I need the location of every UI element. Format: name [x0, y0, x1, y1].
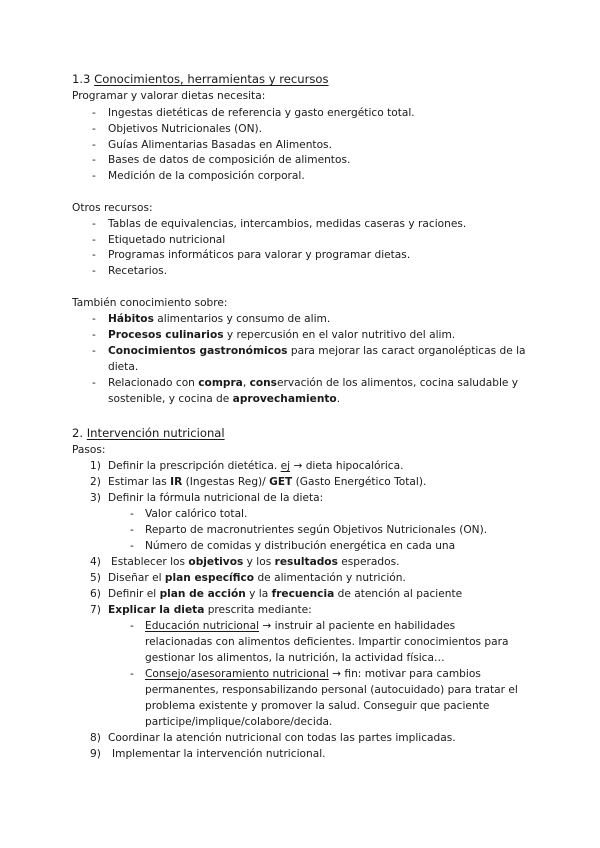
bullet-dash: - [92, 218, 96, 230]
section-2-heading [72, 426, 225, 442]
list-item: Objetivos Nutricionales (ON). [108, 123, 263, 135]
education-line: Educación nutricional → instruir al paciente en habilidades [145, 620, 456, 632]
bullet-dash: - [92, 329, 96, 341]
section-1-title: Conocimientos, herramientas y recursos [94, 72, 329, 86]
step-number: 2) [90, 476, 101, 488]
section-1-number: 1.3 [72, 72, 91, 86]
step-6: Definir el plan de acción y la frecuencia de atención al paciente [108, 588, 463, 600]
list-item: Ingestas dietéticas de referencia y gasto energético total. [108, 107, 415, 119]
list-item: Recetarios. [108, 265, 168, 277]
counseling-line: permanentes, responsabilizando personal (autocuidado) para tratar el [145, 684, 518, 696]
list-item: Programas informáticos para valorar y programar dietas. [108, 249, 411, 261]
list-item: Medición de la composición corporal. [108, 170, 305, 182]
list-item: Bases de datos de composición de alimentos. [108, 154, 351, 166]
bullet-dash: - [92, 249, 96, 261]
step-8: Coordinar la atención nutricional con todas las partes implicadas. [108, 732, 456, 744]
step-1: Definir la prescripción dietética. ej → dieta hipocalórica. [108, 460, 404, 472]
bullet-dash: - [92, 123, 96, 135]
step-number: 9) [90, 748, 101, 760]
step-number: 1) [90, 460, 101, 472]
list-item: Relacionado con compra, conservación de los alimentos, cocina saludable y [108, 377, 519, 389]
knowledge-intro: También conocimiento sobre: [72, 297, 228, 309]
sub-item: Valor calórico total. [145, 508, 248, 520]
sub-item: Número de comidas y distribución energética en cada una [145, 540, 456, 552]
education-line: relacionadas con alimentos deficientes. Impartir conocimientos para [145, 636, 509, 648]
step-5: Diseñar el plan específico de alimentación y nutrición. [108, 572, 406, 584]
section-2-title: Intervención nutricional [86, 426, 225, 440]
step-number: 5) [90, 572, 101, 584]
step-7: Explicar la dieta prescrita mediante: [108, 604, 312, 616]
list-item: Etiquetado nutricional [108, 234, 226, 246]
counseling-line: Consejo/asesoramiento nutricional → fin: motivar para cambios [145, 668, 481, 680]
step-4: Establecer los objetivos y los resultados esperados. [111, 556, 400, 568]
step-number: 4) [90, 556, 101, 568]
steps-label: Pasos: [72, 444, 106, 456]
bullet-dash: - [130, 620, 134, 632]
bullet-dash: - [130, 668, 134, 680]
section-2-number: 2. [72, 426, 84, 440]
list-item-continuation: dieta. [108, 361, 139, 373]
step-3: Definir la fórmula nutricional de la dieta: [108, 492, 324, 504]
bullet-dash: - [92, 377, 96, 389]
step-number: 8) [90, 732, 101, 744]
bullet-dash: - [92, 345, 96, 357]
bullet-dash: - [130, 508, 134, 520]
step-number: 3) [90, 492, 101, 504]
bullet-dash: - [92, 265, 96, 277]
section-1-heading [72, 72, 329, 88]
step-9: Implementar la intervención nutricional. [112, 748, 326, 760]
bullet-dash: - [130, 540, 134, 552]
list-item: Conocimientos gastronómicos para mejorar las caract organolépticas de la [108, 345, 526, 357]
step-number: 6) [90, 588, 101, 600]
list-item: Hábitos alimentarios y consumo de alim. [108, 313, 331, 325]
sub-item: Reparto de macronutrientes según Objetivos Nutricionales (ON). [145, 524, 488, 536]
counseling-line: participe/implique/colabore/decida. [145, 716, 333, 728]
list-item-continuation: sostenible, y cocina de aprovechamiento. [108, 393, 341, 405]
education-line: gestionar los alimentos, la nutrición, la actividad física… [145, 652, 445, 664]
list-item: Tablas de equivalencias, intercambios, medidas caseras y raciones. [108, 218, 467, 230]
list-item: Guías Alimentarias Basadas en Alimentos. [108, 139, 332, 151]
bullet-dash: - [92, 313, 96, 325]
section-1-intro: Programar y valorar dietas necesita: [72, 90, 266, 102]
list-item: Procesos culinarios y repercusión en el valor nutritivo del alim. [108, 329, 456, 341]
bullet-dash: - [92, 234, 96, 246]
bullet-dash: - [92, 139, 96, 151]
other-resources-intro: Otros recursos: [72, 202, 153, 214]
bullet-dash: - [130, 524, 134, 536]
bullet-dash: - [92, 170, 96, 182]
counseling-line: problema existente y promover la salud. Conseguir que paciente [145, 700, 490, 712]
step-2: Estimar las IR (Ingestas Reg)/ GET (Gasto Energético Total). [108, 476, 427, 488]
bullet-dash: - [92, 107, 96, 119]
step-number: 7) [90, 604, 101, 616]
bullet-dash: - [92, 154, 96, 166]
